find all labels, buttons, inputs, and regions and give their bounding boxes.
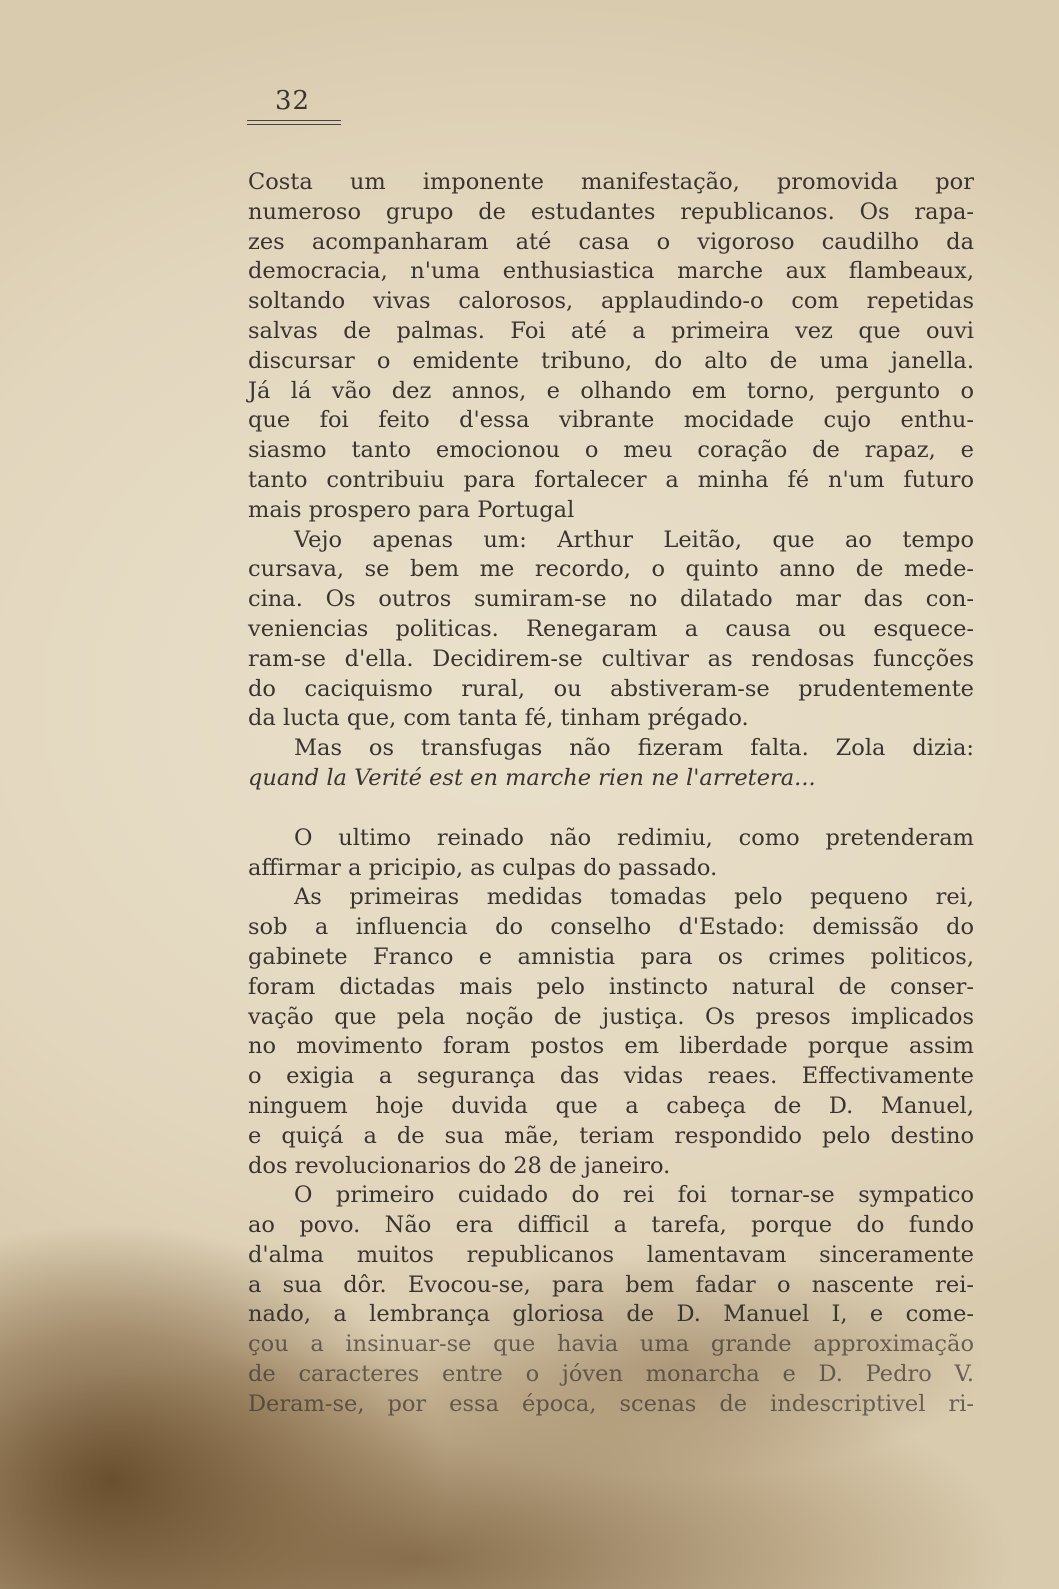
text-line: O ultimo reinado não redimiu, como pretenderam <box>294 824 974 851</box>
text-line: Mas os transfugas não fizeram falta. Zola dizia: <box>294 735 974 762</box>
text-line: dos revolucionarios do 28 de janeiro. <box>248 1152 671 1179</box>
text-line: Já lá vão dez annos, e olhando em torno, pergunto o <box>248 377 974 404</box>
text-line: vação que pela noção de justiça. Os presos implicados <box>248 1003 974 1030</box>
text-line: d'alma muitos republicanos lamentavam sinceramente <box>248 1241 974 1268</box>
text-line: O primeiro cuidado do rei foi tornar-se sympatico <box>294 1182 974 1209</box>
text-line: tanto contribuiu para fortalecer a minha fé n'um futuro <box>248 466 974 493</box>
text-line: que foi feito d'essa vibrante mocidade cujo enthu- <box>248 407 974 434</box>
paragraph <box>248 526 974 735</box>
text-line: o exigia a segurança das vidas reaes. Effectivamente <box>248 1063 974 1090</box>
page-number-rule <box>247 124 341 125</box>
text-line: quand la Verité est en marche rien ne l'arretera... <box>248 764 816 791</box>
text-line: Vejo apenas um: Arthur Leitão, que ao tempo <box>294 526 974 553</box>
paragraph <box>248 883 974 1181</box>
text-line: zes acompanharam até casa o vigoroso caudilho da <box>248 228 974 255</box>
page-number-rule <box>247 120 341 121</box>
text-line: soltando vivas calorosos, applaudindo-o com repetidas <box>248 288 974 315</box>
text-line: veniencias politicas. Renegaram a causa ou esquece- <box>248 615 974 642</box>
text-line: do caciquismo rural, ou abstiveram-se prudentemente <box>248 675 974 702</box>
text-line: foram dictadas mais pelo instincto natural de conser- <box>248 973 974 1000</box>
text-line: As primeiras medidas tomadas pelo pequeno rei, <box>294 884 974 911</box>
text-line: de caracteres entre o jóven monarcha e D. Pedro V. <box>248 1361 974 1388</box>
body-text <box>248 168 974 1420</box>
text-line: Deram-se, por essa época, scenas de indescriptivel ri- <box>248 1390 974 1417</box>
text-line: Costa um imponente manifestação, promovida por <box>248 169 974 195</box>
text-line: ram-se d'ella. Decidirem-se cultivar as rendosas funcções <box>248 645 974 672</box>
text-line: e quiçá a de sua mãe, teriam respondido pelo destino <box>248 1122 974 1149</box>
section-break <box>248 794 974 824</box>
text-line: siasmo tanto emocionou o meu coração de rapaz, e <box>248 437 974 464</box>
text-line: cina. Os outros sumiram-se no dilatado mar das con- <box>248 586 974 613</box>
text-line: ao povo. Não era difficil a tarefa, porque do fundo <box>248 1212 974 1239</box>
text-line: affirmar a pricipio, as culpas do passado. <box>248 854 718 881</box>
text-line: sob a influencia do conselho d'Estado: demissão do <box>248 914 974 941</box>
text-line: a sua dôr. Evocou-se, para bem fadar o nascente rei- <box>248 1271 974 1298</box>
text-line: gabinete Franco e amnistia para os crimes politicos, <box>248 943 974 970</box>
text-line: mais prospero para Portugal <box>248 496 575 523</box>
paragraph <box>248 168 974 526</box>
paragraph <box>248 824 974 884</box>
page-number: 32 <box>275 86 311 116</box>
text-line: numeroso grupo de estudantes republicanos. Os rapa- <box>248 198 974 225</box>
text-line: nado, a lembrança gloriosa de D. Manuel I, e come- <box>248 1301 974 1328</box>
text-line: cursava, se bem me recordo, o quinto anno de mede- <box>248 556 974 583</box>
text-line: salvas de palmas. Foi até a primeira vez que ouvi <box>248 317 974 344</box>
text-line: discursar o emidente tribuno, do alto de uma janella. <box>248 347 974 374</box>
text-line: democracia, n'uma enthusiastica marche aux flambeaux, <box>248 258 974 285</box>
text-line: ninguem hoje duvida que a cabeça de D. Manuel, <box>248 1092 974 1119</box>
text-line: da lucta que, com tanta fé, tinham prégado. <box>248 705 749 732</box>
paragraph <box>248 734 974 794</box>
text-line: çou a insinuar-se que havia uma grande approximação <box>248 1331 974 1358</box>
paragraph <box>248 1181 974 1419</box>
text-line: no movimento foram postos em liberdade porque assim <box>248 1033 974 1060</box>
